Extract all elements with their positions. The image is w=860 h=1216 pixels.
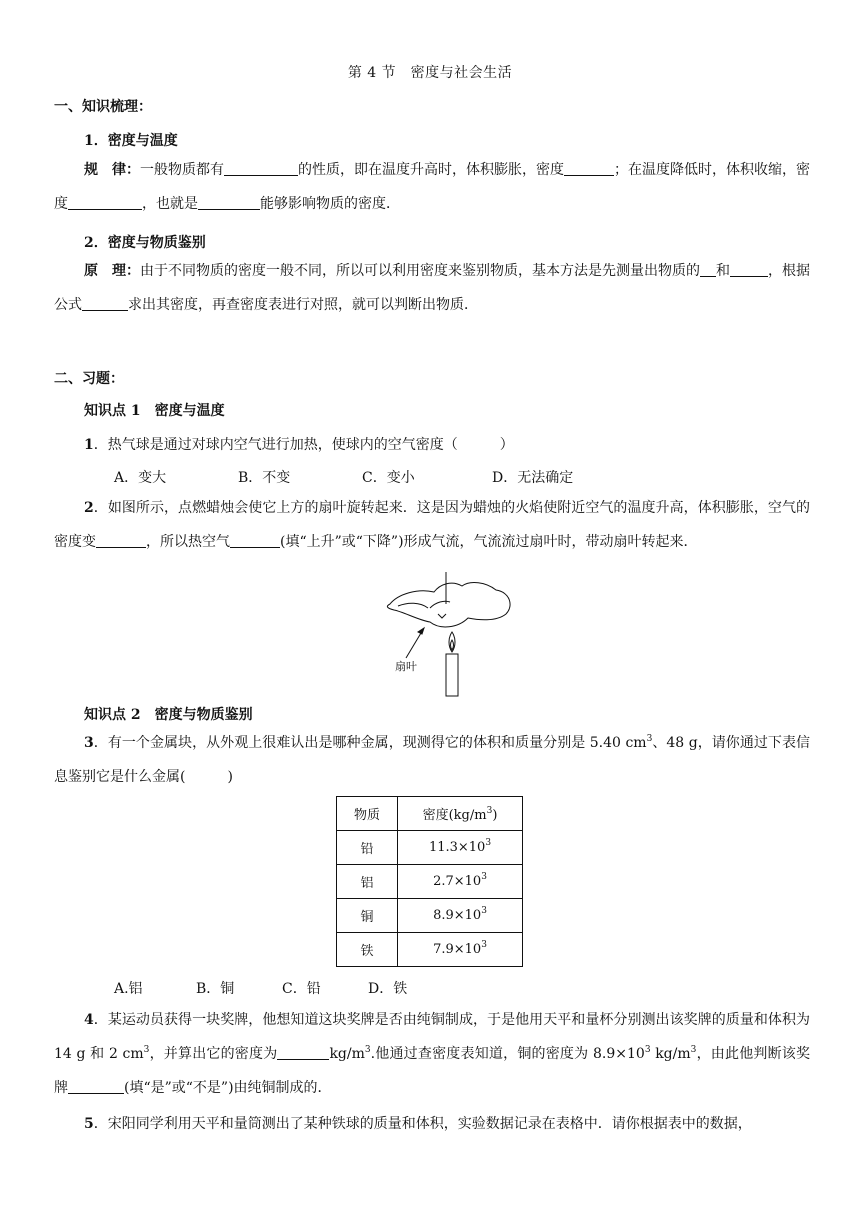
header-density [398, 797, 523, 831]
principle-text-3: ，根据公式 [54, 263, 810, 313]
q3-option-d[interactable]: D．铁 [368, 981, 408, 997]
question-4-text-4: .他通过查密度表知道，铜的密度为 8.9×10 [370, 1046, 645, 1062]
question-5-text: ．宋阳同学利用天平和量筒测出了某种铁球的质量和体积，实验数据记录在表格中．请你根据表中的数据， [93, 1116, 752, 1132]
superscript: 3 [481, 940, 487, 950]
q2-blank-1[interactable] [96, 533, 146, 548]
knowledge-point-1: 知识点 1 密度与温度 [84, 403, 225, 419]
question-3-number: 3 [84, 735, 94, 751]
superscript: 3 [644, 1045, 651, 1055]
principle-text-1: 由于不同物质的密度一般不同，所以可以利用密度来鉴别物质，基本方法是先测量出物质的 [140, 263, 700, 279]
question-2 [54, 491, 810, 559]
section-heading-knowledge: 一、知识梳理： [54, 99, 152, 115]
flame-icon [449, 632, 455, 652]
question-4 [54, 1003, 810, 1105]
question-4-text-3: kg/m [329, 1046, 365, 1062]
table-row [337, 865, 523, 899]
item-heading-density-identification: 2．密度与物质鉴别 [84, 235, 206, 251]
q3-option-c[interactable]: C．铅 [282, 981, 321, 997]
question-4-text-1: ．某运动员获得一块奖牌，他想知道这块奖牌是否由纯铜制成，于是他用天平和量杯分别测出该奖牌的质量和体积为 14 g 和 2 cm [54, 1012, 810, 1062]
question-3-text-1: ．有一个金属块，从外观上很难认出是哪种金属，现测得它的体积和质量分别是 5.40 cm [93, 735, 647, 751]
rule-text-5: 能够影响物质的密度． [260, 196, 400, 212]
density-value [398, 899, 523, 933]
superscript: 3 [486, 806, 493, 816]
fill-blank-4[interactable] [198, 195, 260, 210]
density-value [398, 865, 523, 899]
section-heading-exercises: 二、习题： [54, 371, 124, 387]
fan-blade-icon [387, 583, 510, 627]
question-1 [84, 434, 514, 454]
substance-name: 铁 [337, 933, 398, 967]
superscript: 3 [143, 1045, 150, 1055]
q1-option-a[interactable]: A．变大 [114, 470, 167, 486]
fill-blank-1[interactable] [224, 161, 298, 176]
item-heading-density-temperature: 1．密度与温度 [84, 133, 178, 149]
density-table [336, 796, 523, 967]
table-header-row [337, 797, 523, 831]
question-5 [54, 1107, 810, 1141]
density-value [398, 831, 523, 865]
superscript: 3 [646, 734, 653, 744]
table-row [337, 899, 523, 933]
density-value [398, 933, 523, 967]
q3-option-b[interactable]: B．铜 [196, 981, 235, 997]
q1-option-c[interactable]: C．变小 [362, 470, 415, 486]
superscript: 3 [485, 838, 492, 848]
q1-option-d[interactable]: D．无法确定 [492, 470, 574, 486]
rule-text-1: 一般物质都有 [140, 162, 224, 178]
fill-blank-6[interactable] [730, 262, 768, 277]
q4-blank-2[interactable] [68, 1079, 124, 1094]
principle-paragraph [54, 254, 810, 322]
fill-blank-7[interactable] [82, 296, 128, 311]
candle-fan-figure [378, 572, 518, 698]
density-value-text: 2.7×10 [433, 874, 482, 889]
question-3-options [114, 978, 407, 998]
principle-text-4: 求出其密度，再查密度表进行对照，就可以判断出物质． [128, 297, 478, 313]
principle-label: 原 理： [84, 263, 140, 279]
fill-blank-5[interactable] [700, 262, 716, 277]
question-3 [54, 726, 810, 794]
fill-blank-2[interactable] [564, 161, 614, 176]
question-5-number: 5 [84, 1116, 94, 1132]
fan-blade-label: 扇叶 [395, 661, 417, 673]
density-value-text: 11.3×10 [428, 840, 486, 855]
question-4-number: 4 [84, 1012, 94, 1028]
superscript: 3 [364, 1045, 371, 1055]
page-title: 第 4 节 密度与社会生活 [347, 65, 513, 81]
q2-blank-2[interactable] [230, 533, 280, 548]
question-2-text-2: ，所以热空气 [146, 534, 230, 550]
question-4-text-7: (填“是”或“不是”)由纯铜制成的． [124, 1080, 332, 1096]
substance-name: 铝 [337, 865, 398, 899]
table-row [337, 933, 523, 967]
question-2-text-1: ．如图所示，点燃蜡烛会使它上方的扇叶旋转起来．这是因为蜡烛的火焰使附近空气的温度升高，体积膨胀，空气的密度变 [54, 500, 810, 550]
rule-text-4: ，也就是 [142, 196, 198, 212]
q4-blank-1[interactable] [277, 1045, 329, 1060]
density-value-text: 8.9×10 [433, 908, 482, 923]
question-1-number: 1 [84, 437, 94, 453]
superscript: 3 [481, 906, 487, 916]
rule-text-2: 的性质，即在温度升高时，体积膨胀，密度 [298, 162, 564, 178]
header-density-end: ) [492, 808, 498, 823]
rule-label: 规 律： [84, 162, 140, 178]
substance-name: 铜 [337, 899, 398, 933]
question-3-text-2: 、48 g，请你通过下表信息鉴别它是什么金属( ) [54, 735, 810, 785]
rule-paragraph [54, 153, 810, 221]
q1-option-b[interactable]: B．不变 [238, 470, 291, 486]
question-1-text: ．热气球是通过对球内空气进行加热，使球内的空气密度（ ） [93, 437, 514, 453]
knowledge-point-2: 知识点 2 密度与物质鉴别 [84, 707, 253, 723]
superscript: 3 [481, 872, 487, 882]
question-2-number: 2 [84, 500, 94, 516]
fill-blank-3[interactable] [68, 195, 142, 210]
question-4-text-6: ，由此他判断该奖牌 [54, 1046, 811, 1096]
candle-icon [446, 654, 458, 696]
header-density-text: 密度(kg/m [422, 808, 487, 823]
density-value-text: 7.9×10 [433, 942, 482, 957]
question-4-text-2: ，并算出它的密度为 [149, 1046, 278, 1062]
rule-text-3: ；在温度降低时，体积收缩，密度 [54, 162, 810, 212]
table-row [337, 831, 523, 865]
q3-option-a[interactable]: A.铝 [114, 981, 143, 997]
question-4-text-5: kg/m [650, 1046, 691, 1062]
principle-text-2: 和 [716, 263, 730, 279]
header-substance: 物质 [337, 797, 398, 831]
superscript: 3 [690, 1045, 697, 1055]
substance-name: 铅 [337, 831, 398, 865]
question-1-options [114, 467, 573, 487]
question-2-text-3: (填“上升”或“下降”)形成气流，气流流过扇叶时，带动扇叶转起来． [280, 534, 698, 550]
